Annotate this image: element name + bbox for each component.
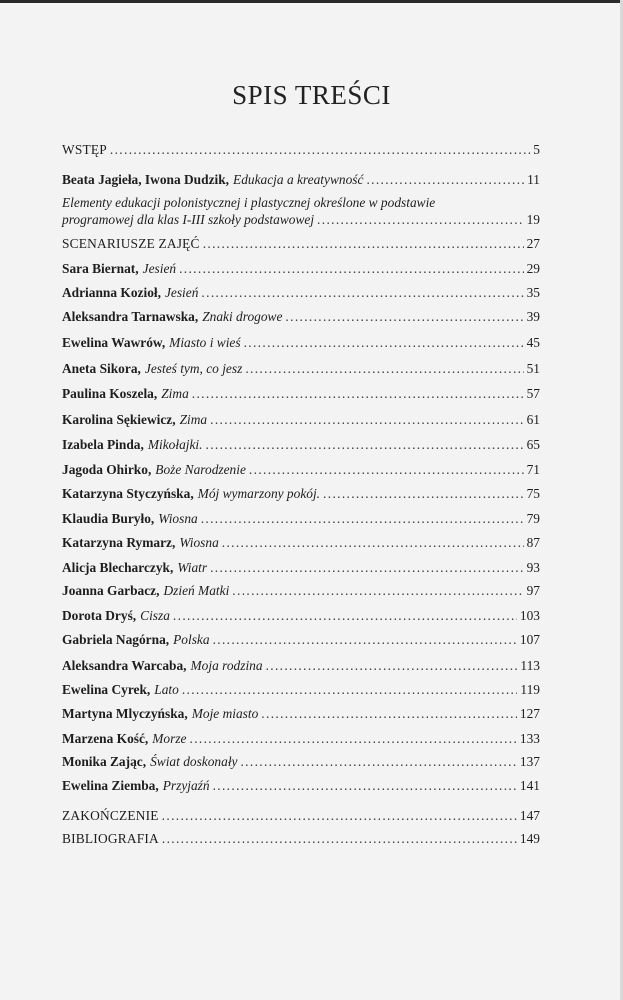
author-names: Ewelina Wawrów, xyxy=(62,335,166,350)
page-number: 137 xyxy=(519,754,540,769)
dot-leader xyxy=(244,334,524,351)
author-names: Katarzyna Styczyńska, xyxy=(62,486,194,501)
page-number: 113 xyxy=(520,658,540,673)
page-number: 149 xyxy=(519,831,540,846)
toc-entry xyxy=(62,436,540,453)
chapter-title: Morze xyxy=(152,731,187,746)
author-names: Beata Jagieła, Iwona Dudzik, xyxy=(62,172,230,187)
dot-leader xyxy=(162,830,517,847)
dot-leader xyxy=(266,657,518,674)
dot-leader xyxy=(213,777,517,794)
dot-leader xyxy=(240,753,516,770)
page-number: 79 xyxy=(526,511,540,526)
chapter-title: Zima xyxy=(161,386,189,401)
chapter-title: Zima xyxy=(179,412,208,427)
toc-entry xyxy=(62,141,540,158)
dot-leader xyxy=(249,461,524,478)
dot-leader xyxy=(162,807,517,824)
author-names: Gabriela Nagórna, xyxy=(62,632,170,647)
page-number: 51 xyxy=(526,361,540,376)
toc-entry xyxy=(62,681,540,698)
chapter-title: Jesień xyxy=(142,261,177,276)
author-names: Aleksandra Warcaba, xyxy=(62,658,187,673)
page-number: 87 xyxy=(526,535,540,550)
chapter-title: Wiosna xyxy=(179,535,219,550)
toc-entry xyxy=(62,777,540,794)
dot-leader xyxy=(206,436,524,453)
author-names: Aneta Sikora, xyxy=(62,361,141,376)
dot-leader xyxy=(285,308,523,325)
chapter-title: Przyjaźń xyxy=(162,778,210,793)
dot-leader xyxy=(201,284,523,301)
page-number: 39 xyxy=(526,309,540,324)
dot-leader xyxy=(213,631,517,648)
chapter-title: Jesteś tym, co jesz xyxy=(144,361,243,376)
toc-entry xyxy=(62,534,540,551)
chapter-title: Lato xyxy=(154,682,179,697)
author-names: Karolina Sękiewicz, xyxy=(62,412,176,427)
chapter-title: Znaki drogowe xyxy=(202,309,283,324)
dot-leader xyxy=(317,211,524,228)
page-number: 107 xyxy=(519,632,540,647)
toc-entry xyxy=(62,559,540,576)
page-number: 45 xyxy=(526,335,540,350)
chapter-title: Wiosna xyxy=(158,511,198,526)
chapter-title: Polska xyxy=(173,632,210,647)
toc-entry xyxy=(62,334,540,351)
toc-entry xyxy=(62,753,540,770)
page-number: 57 xyxy=(526,386,540,401)
dot-leader xyxy=(245,360,523,377)
chapter-title: Mój wymarzony pokój. xyxy=(197,486,321,501)
toc-entry xyxy=(62,485,540,502)
toc-entry xyxy=(62,657,540,674)
page-number: 127 xyxy=(519,706,540,721)
page-number: 75 xyxy=(526,486,540,501)
page-number: 11 xyxy=(527,172,540,187)
page-number: 61 xyxy=(526,412,540,427)
chapter-title: Moje miasto xyxy=(191,706,259,721)
chapter-title: Mikołajki. xyxy=(147,437,203,452)
dot-leader xyxy=(323,485,524,502)
dot-leader xyxy=(232,582,523,599)
dot-leader xyxy=(261,705,517,722)
dot-leader xyxy=(210,411,523,428)
dot-leader xyxy=(182,681,518,698)
page-number: 103 xyxy=(519,608,540,623)
author-names: Aleksandra Tarnawska, xyxy=(62,309,199,324)
toc-entry xyxy=(62,411,540,428)
author-names: Marzena Kość, xyxy=(62,731,149,746)
page-number: 119 xyxy=(520,682,540,697)
toc-entry xyxy=(62,171,540,188)
author-names: Alicja Blecharczyk, xyxy=(62,560,174,575)
toc-entry xyxy=(62,235,540,252)
toc-entry xyxy=(62,211,540,228)
dot-leader xyxy=(110,141,530,158)
dot-leader xyxy=(366,171,524,188)
section-label: SCENARIUSZE ZAJĘĆ xyxy=(62,236,200,251)
page-number: 65 xyxy=(526,437,540,452)
page-number: 133 xyxy=(519,731,540,746)
toc-entry xyxy=(62,461,540,478)
toc-entry xyxy=(62,308,540,325)
section-label: BIBLIOGRAFIA xyxy=(62,831,159,846)
author-names: Izabela Pinda, xyxy=(62,437,144,452)
author-names: Katarzyna Rymarz, xyxy=(62,535,176,550)
page-title: SPIS TREŚCI xyxy=(232,80,391,110)
chapter-title: Edukacja a kreatywność xyxy=(233,172,364,187)
toc-entry xyxy=(62,730,540,747)
chapter-title: Miasto i wieś xyxy=(169,335,241,350)
chapter-title: Cisza xyxy=(140,608,170,623)
author-names: Adrianna Kozioł, xyxy=(62,285,161,300)
toc-entry xyxy=(62,830,540,847)
author-names: Martyna Mlyczyńska, xyxy=(62,706,188,721)
section-label: WSTĘP xyxy=(62,142,107,157)
author-names: Dorota Dryś, xyxy=(62,608,137,623)
author-names: Jagoda Ohirko, xyxy=(62,462,152,477)
page-number: 5 xyxy=(533,142,540,157)
toc-entry xyxy=(62,385,540,402)
toc-entry xyxy=(62,510,540,527)
chapter-title: Dzień Matki xyxy=(163,583,230,598)
page-number: 27 xyxy=(526,236,540,251)
toc-entry xyxy=(62,284,540,301)
page-number: 71 xyxy=(526,462,540,477)
toc-entry xyxy=(62,807,540,824)
author-names: Ewelina Ziemba, xyxy=(62,778,159,793)
page-top-edge xyxy=(0,0,623,3)
toc-entry xyxy=(62,705,540,722)
page-number: 97 xyxy=(526,583,540,598)
toc-entry xyxy=(62,582,540,599)
author-names: Monika Zając, xyxy=(62,754,147,769)
author-names: Klaudia Buryło, xyxy=(62,511,155,526)
dot-leader xyxy=(201,510,524,527)
chapter-title: Moja rodzina xyxy=(190,658,263,673)
toc-entry xyxy=(62,607,540,624)
dot-leader xyxy=(222,534,524,551)
dot-leader xyxy=(192,385,524,402)
dot-leader xyxy=(210,559,524,576)
dot-leader xyxy=(203,235,524,252)
toc-entry-title-line1: Elementy edukacji polonistycznej i plastycznej określone w podstawie xyxy=(62,195,436,210)
toc-entry xyxy=(62,360,540,377)
author-names: Sara Biernat, xyxy=(62,261,139,276)
page-number: 29 xyxy=(526,261,540,276)
dot-leader xyxy=(190,730,517,747)
toc-entry xyxy=(62,631,540,648)
chapter-title: Jesień xyxy=(164,285,199,300)
chapter-title: Wiatr xyxy=(177,560,208,575)
section-label: ZAKOŃCZENIE xyxy=(62,808,159,823)
toc-entry xyxy=(62,260,540,277)
page-number: 147 xyxy=(519,808,540,823)
chapter-title: Świat doskonały xyxy=(150,754,238,769)
page-number: 19 xyxy=(526,212,540,227)
page-number: 35 xyxy=(526,285,540,300)
author-names: Paulina Koszela, xyxy=(62,386,158,401)
author-names: Joanna Garbacz, xyxy=(62,583,160,598)
author-names: Ewelina Cyrek, xyxy=(62,682,151,697)
chapter-title: Boże Narodzenie xyxy=(155,462,246,477)
chapter-title: programowej dla klas I-III szkoły podstawowej xyxy=(62,212,315,227)
page-number: 93 xyxy=(526,560,540,575)
page-number: 141 xyxy=(519,778,540,793)
dot-leader xyxy=(173,607,517,624)
dot-leader xyxy=(179,260,524,277)
